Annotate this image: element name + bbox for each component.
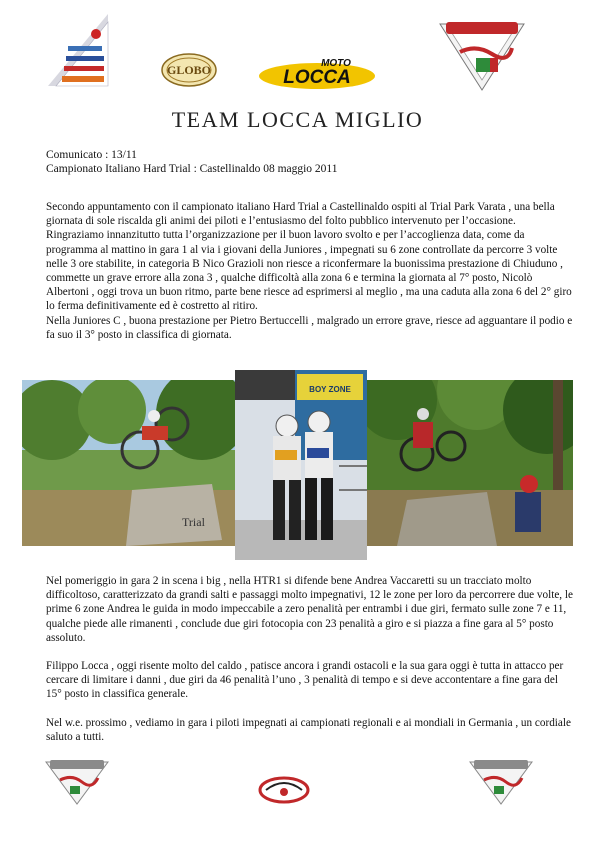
- comunicato-line: Comunicato : 13/11: [46, 149, 137, 161]
- photo-sign-text: Trial: [182, 515, 205, 529]
- team-miglio-shield-logo-icon: [468, 758, 534, 806]
- article-text-top: [46, 200, 574, 342]
- paragraph: Nella Juniores C , buona prestazione per Pietro Bertuccelli , malgrado un errore grave, riesce ad agguantare il podio e fa suo il 3° posto in classifica di giornata.: [46, 314, 573, 341]
- photo-rider-forest: [367, 380, 573, 546]
- team-miglio-shield-logo-icon: [44, 758, 110, 806]
- photo-banner-text: BOY ZONE: [309, 385, 351, 394]
- campionato-line: Campionato Italiano Hard Trial : Castellinaldo 08 maggio 2011: [46, 163, 338, 175]
- moto-locca-logo-icon: [258, 56, 376, 90]
- svg-text:GLOBO: GLOBO: [166, 63, 212, 77]
- paragraph: Ringraziamo innanzitutto tutta l’organizzazione per il buon lavoro svolto e per l’accoglienza data, come da programma al mattino in gara 1 al via i giovani della Juniores , impegnati su 6 zone controllate da percorre 3 volte nelle 3 ore stabilite, in categoria B Nico Grazioli non riesce a riconfermare la buonissima prestazione di Chiuduno , commette un grave errore alla zona 3 , qualche difficoltà alla zona 6 e termina la giornata al 7° posto, Nicolò Albertoni , oggi trova un buon ritmo, parte bene riesce ad esprimersi al meglio , ma una caduta alla zona 6 del 2° giro lo ferma definitivamente ed è costretto al ritiro.: [46, 229, 572, 313]
- paragraph: Nel pomeriggio in gara 2 in scena i big , nella HTR1 si difende bene Andrea Vaccaretti su un tracciato molto difficoltoso, caratterizzato da grandi salti e passaggi molto impegnativi, 12 le zone per loro da percorrere due volte, le prime 6 zone Andrea le guida in modo impeccabile a zero penalità per entrambi i due giri, fermato sulle zone 7 e 11, qualche piede alle rimanenti , conclude due giri fotocopia con 23 penalità a giro e si piazza a fine gara al 5° posto assoluto.: [46, 575, 573, 644]
- page-title: TEAM LOCCA MIGLIO: [171, 107, 424, 132]
- brand-wing-logo-icon: [258, 776, 310, 804]
- globo-logo-icon: [160, 52, 218, 88]
- paragraph: Secondo appuntamento con il campionato italiano Hard Trial a Castellinaldo ospiti al Trial Park Varata , una bella giornata di sole riscalda gli animi dei piloti e l’entusiasmo del folto pubblico intervenuto per l’occasione.: [46, 201, 555, 228]
- photo-rider-rock: [22, 380, 235, 546]
- team-miglio-shield-logo-icon: [436, 18, 528, 92]
- paragraph: Filippo Locca , oggi risente molto del caldo , patisce ancora i grandi ostacoli e la sua gara oggi è tutta in attacco per cercare di limitare i danni , due giri da 46 penalità l’uno , 3 penalità di tempo e si deve accontentare a fine gara del 15° posto in classifica generale.: [46, 660, 564, 701]
- sponsor-banner-logo-icon: [46, 12, 110, 88]
- svg-text:MOTO: MOTO: [321, 58, 351, 69]
- svg-text:LOCCA: LOCCA: [283, 67, 351, 88]
- article-text-bottom: [46, 574, 574, 744]
- paragraph: Nel w.e. prossimo , vediamo in gara i piloti impegnati ai campionati regionali e ai mondiali in Germania , un cordiale saluto a tutti.: [46, 716, 571, 743]
- photo-two-riders: [235, 370, 367, 560]
